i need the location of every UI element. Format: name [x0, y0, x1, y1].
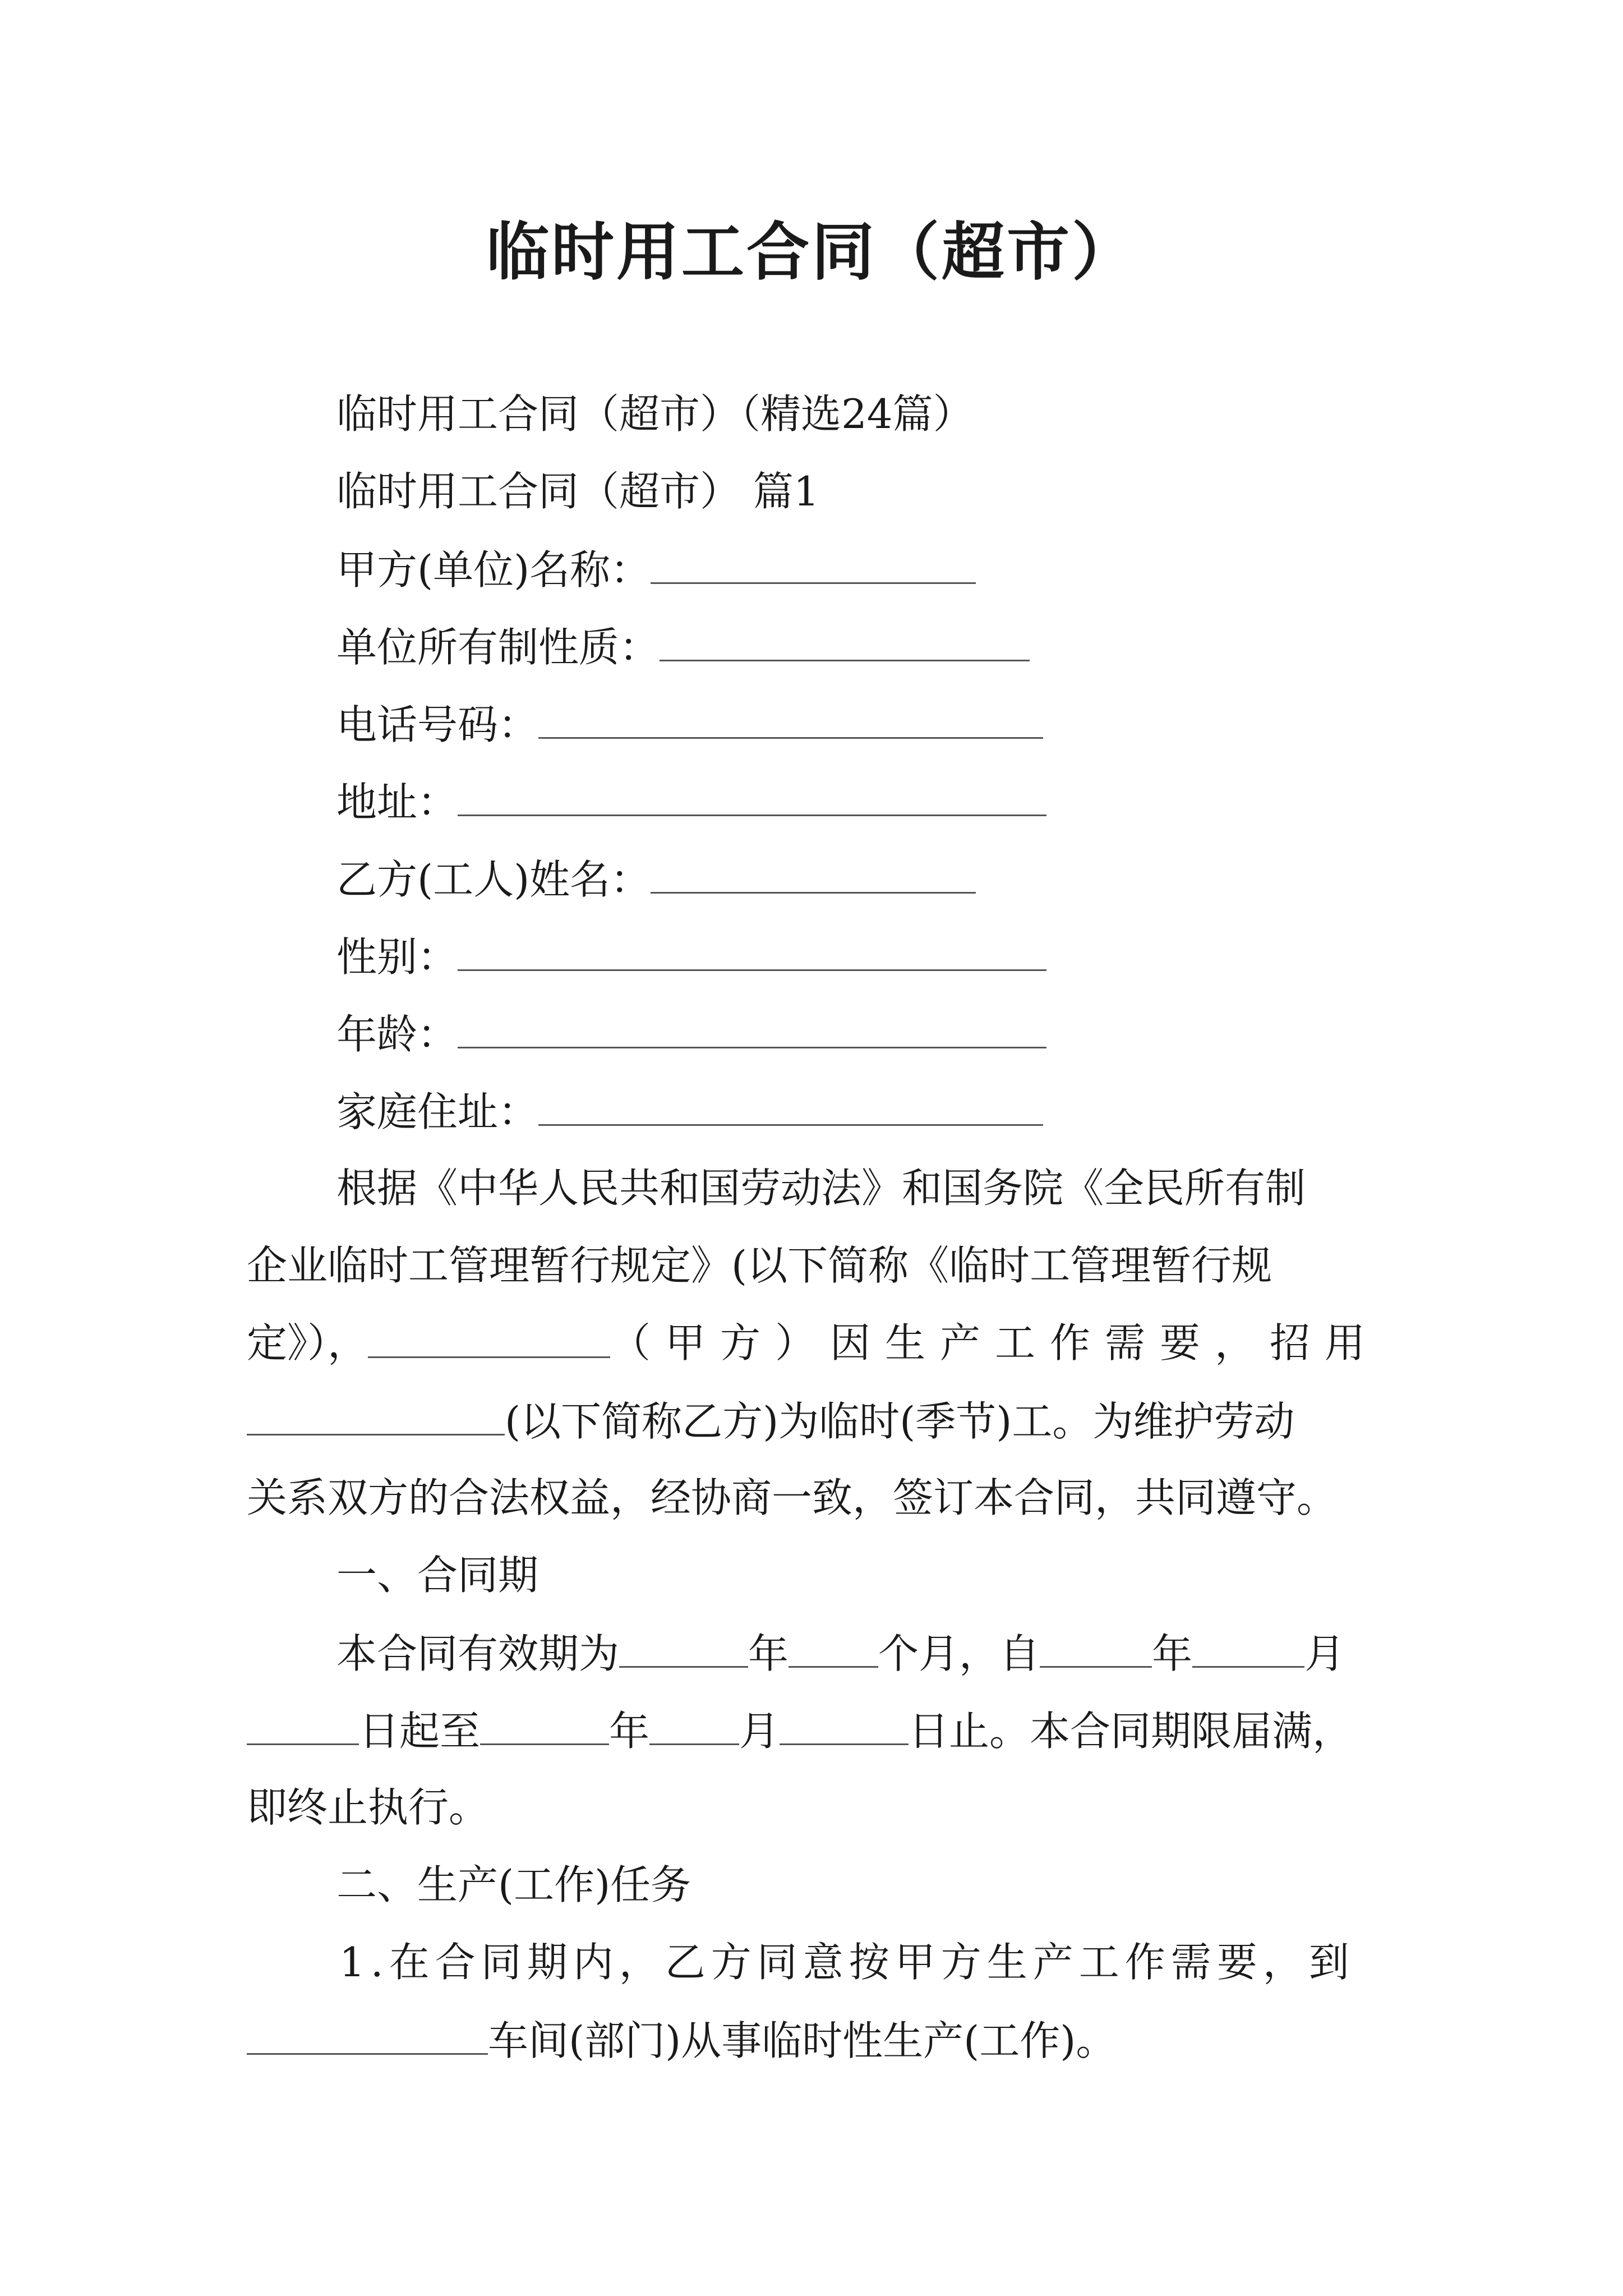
- term-text: 个月，自: [878, 1630, 1040, 1677]
- fill-blank[interactable]: [651, 850, 976, 894]
- field-label: 乙方(工人)姓名：: [336, 856, 651, 903]
- fill-blank[interactable]: [619, 1625, 748, 1668]
- field-label: 家庭住址：: [336, 1088, 539, 1135]
- field-label: 地址：: [336, 779, 458, 826]
- clause-2-item-1-cont: [247, 2012, 1116, 2069]
- clause-2-item-1: 1.在合同期内，乙方同意按甲方生产工作需要，到: [339, 1939, 1355, 1986]
- intro-line-1: 根据《中华人民共和国劳动法》和国务院《全民所有制: [336, 1165, 1306, 1212]
- fill-blank[interactable]: [247, 2012, 488, 2055]
- form-field-gender: [336, 928, 1046, 985]
- term-text: 月: [739, 1708, 780, 1755]
- fill-blank[interactable]: [458, 773, 1046, 816]
- intro-text: (以下简称乙方)为临时(季节)工。为维护劳动: [505, 1398, 1295, 1445]
- form-field-party-b-name: [336, 850, 976, 908]
- intro-line-4: [247, 1392, 1294, 1450]
- term-text: 年: [609, 1708, 650, 1755]
- intro-text: 定》），: [247, 1319, 368, 1366]
- term-text: 日止。本合同期限届满，: [909, 1708, 1353, 1755]
- term-text: 日起至: [359, 1708, 481, 1755]
- intro-line-3: [247, 1315, 1380, 1371]
- fill-blank[interactable]: [1192, 1625, 1304, 1668]
- field-label: 性别：: [336, 933, 458, 981]
- clause-1-term-line-2: [247, 1702, 1353, 1759]
- form-field-ownership: [336, 618, 1030, 675]
- form-field-age: [336, 1005, 1046, 1062]
- clause-text: 车间(部门)从事临时性生产(工作)。: [488, 2017, 1117, 2064]
- fill-blank[interactable]: [1040, 1625, 1152, 1668]
- fill-blank[interactable]: [538, 696, 1043, 739]
- intro-line-2: 企业临时工管理暂行规定》(以下简称《临时工管理暂行规: [247, 1242, 1272, 1289]
- fill-blank[interactable]: [458, 928, 1046, 971]
- field-label: 甲方(单位)名称：: [336, 546, 651, 593]
- fill-blank[interactable]: [458, 1005, 1046, 1048]
- fill-blank[interactable]: [651, 541, 976, 584]
- fill-blank[interactable]: [368, 1315, 610, 1358]
- field-label: 单位所有制性质：: [336, 624, 660, 671]
- fill-blank[interactable]: [480, 1702, 609, 1745]
- form-field-home-address: [336, 1083, 1043, 1140]
- fill-blank[interactable]: [538, 1083, 1043, 1126]
- fill-blank[interactable]: [649, 1702, 739, 1745]
- field-label: 年龄：: [336, 1011, 458, 1058]
- form-field-phone: [336, 696, 1043, 753]
- fill-blank[interactable]: [247, 1702, 359, 1745]
- fill-blank[interactable]: [247, 1392, 505, 1435]
- intro-text: （甲方）因生产工作需要，招用: [610, 1319, 1380, 1366]
- term-text: 本合同有效期为: [336, 1630, 620, 1677]
- term-text: 年: [748, 1630, 789, 1677]
- form-field-party-a-name: [336, 541, 976, 598]
- form-field-address: [336, 773, 1046, 830]
- clause-1-heading: 一、合同期: [336, 1552, 539, 1599]
- document-title: 临时用工合同（超市）: [486, 215, 1137, 289]
- clause-1-term-line-3: 即终止执行。: [247, 1784, 490, 1831]
- term-text: 月: [1304, 1630, 1345, 1677]
- fill-blank[interactable]: [660, 618, 1030, 661]
- fill-blank[interactable]: [780, 1702, 909, 1745]
- intro-line-5: 关系双方的合法权益，经协商一致，签订本合同，共同遵守。: [247, 1474, 1338, 1521]
- subtitle: 临时用工合同（超市）（精选24篇）: [336, 390, 974, 438]
- term-text: 年: [1152, 1630, 1193, 1677]
- clause-2-heading: 二、生产(工作)任务: [336, 1861, 691, 1908]
- field-label: 电话号码：: [336, 701, 539, 748]
- fill-blank[interactable]: [789, 1625, 878, 1668]
- clause-1-term-line-1: [336, 1625, 1345, 1682]
- section-heading: 临时用工合同（超市） 篇1: [336, 468, 819, 515]
